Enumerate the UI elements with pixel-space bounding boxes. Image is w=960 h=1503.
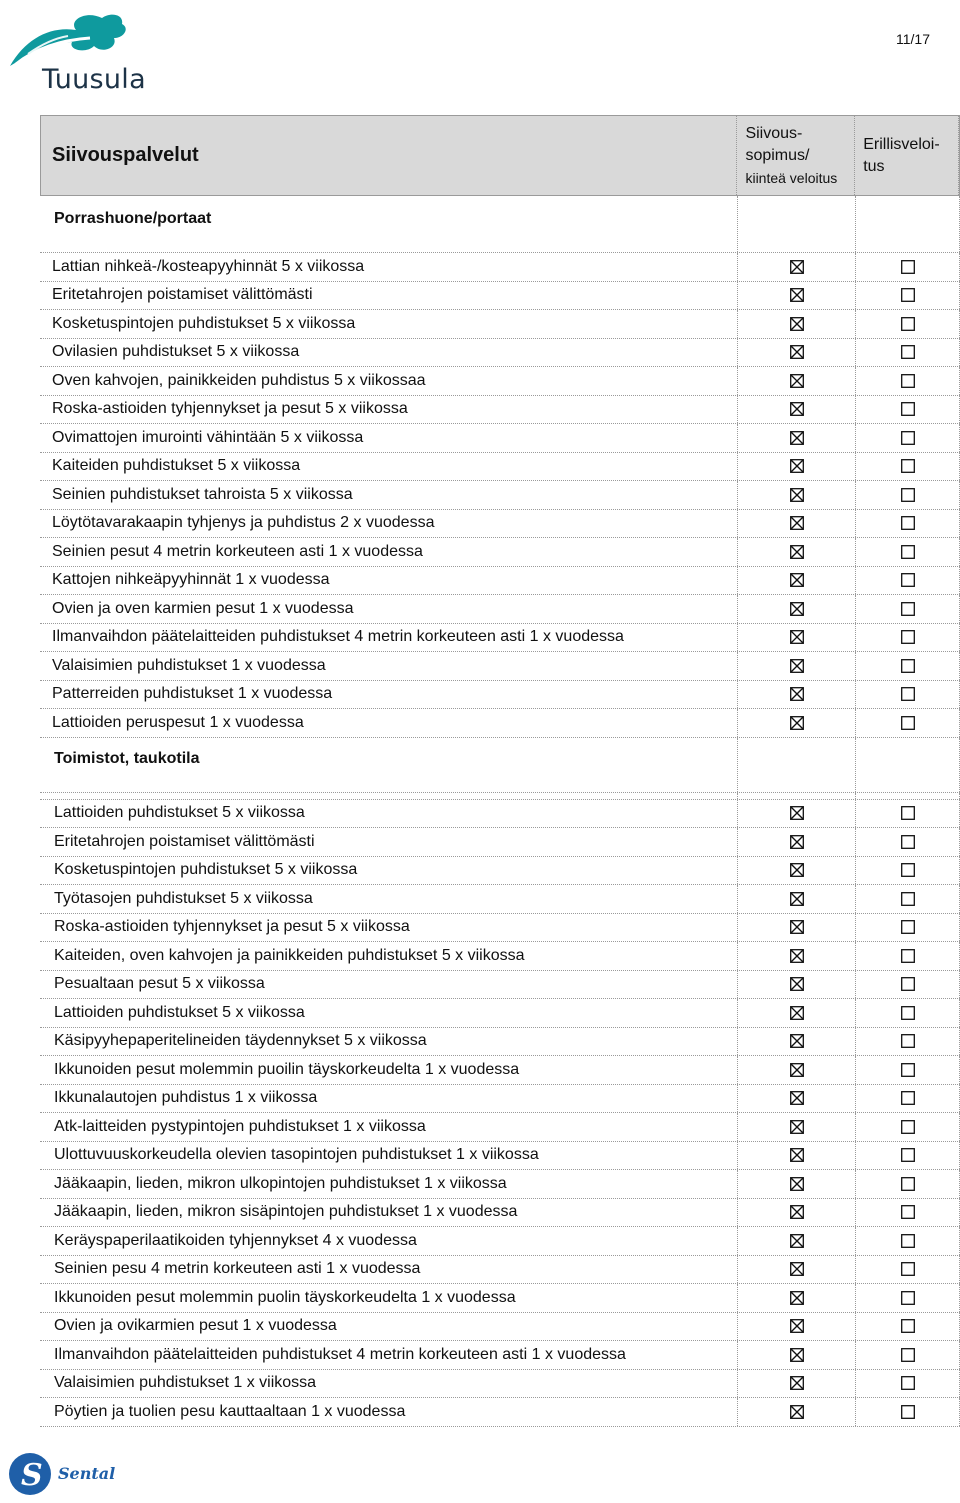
table-row <box>40 1028 960 1057</box>
contract-checkbox[interactable] <box>737 828 855 856</box>
separate-billing-checkbox[interactable] <box>855 339 960 367</box>
table-row <box>40 800 960 829</box>
table-row <box>40 282 960 311</box>
column-header-contract <box>736 116 854 195</box>
table-row <box>40 1056 960 1085</box>
section-cell <box>737 738 855 792</box>
service-description: Kattojen nihkeäpyyhinnät 1 x vuodessa <box>52 571 330 589</box>
separate-billing-checkbox[interactable] <box>855 1370 960 1398</box>
table-row <box>40 424 960 453</box>
table-row <box>40 1370 960 1399</box>
service-description: Ovimattojen imurointi vähintään 5 x viikossa <box>52 428 364 446</box>
separate-billing-checkbox[interactable] <box>855 396 960 424</box>
service-description: Pöytien ja tuolien pesu kauttaaltaan 1 x vuodessa <box>54 1402 406 1420</box>
contract-checkbox[interactable] <box>737 709 855 737</box>
contract-checkbox[interactable] <box>737 914 855 942</box>
table-row <box>40 681 960 710</box>
logo-text: Tuusula <box>42 64 146 95</box>
separate-billing-checkbox[interactable] <box>855 310 960 338</box>
contract-checkbox[interactable] <box>737 652 855 680</box>
service-description: Lattian nihkeä-/kosteapyyhinnät 5 x viikossa <box>52 257 365 275</box>
service-description: Eritetahrojen poistamiset välittömästi <box>52 286 313 304</box>
contract-checkbox[interactable] <box>737 510 855 538</box>
separate-billing-checkbox[interactable] <box>855 1085 960 1113</box>
contract-checkbox[interactable] <box>737 1370 855 1398</box>
tuusula-logo <box>6 8 151 95</box>
contract-checkbox[interactable] <box>737 885 855 913</box>
separate-billing-checkbox[interactable] <box>855 367 960 395</box>
column-header-contract-line3: kiinteä veloitus <box>745 169 838 186</box>
separate-billing-checkbox[interactable] <box>855 1313 960 1341</box>
table-row <box>40 510 960 539</box>
column-header-separate <box>854 116 959 195</box>
service-description: Ovien ja ovikarmien pesut 1 x vuodessa <box>54 1317 337 1335</box>
contract-checkbox[interactable] <box>737 1028 855 1056</box>
table-row <box>40 1313 960 1342</box>
table-row <box>40 857 960 886</box>
separate-billing-checkbox[interactable] <box>855 510 960 538</box>
table-row <box>40 1113 960 1142</box>
table-row <box>40 1284 960 1313</box>
table-row <box>40 1398 960 1427</box>
table-row <box>40 971 960 1000</box>
separate-billing-checkbox[interactable] <box>855 1284 960 1312</box>
separate-billing-checkbox[interactable] <box>855 971 960 999</box>
separate-billing-checkbox[interactable] <box>855 885 960 913</box>
table-row <box>40 1085 960 1114</box>
service-description: Jääkaapin, lieden, mikron sisäpintojen puhdistukset 1 x vuodessa <box>54 1203 518 1221</box>
sental-text: Sental <box>58 1464 116 1483</box>
separate-billing-checkbox[interactable] <box>855 709 960 737</box>
service-description: Ovien ja oven karmien pesut 1 x vuodessa <box>52 599 354 617</box>
service-description: Löytötavarakaapin tyhjenys ja puhdistus 2 x vuodessa <box>52 514 435 532</box>
separate-billing-checkbox[interactable] <box>855 538 960 566</box>
table-row <box>40 1256 960 1285</box>
contract-checkbox[interactable] <box>737 1199 855 1227</box>
table-row <box>40 481 960 510</box>
separate-billing-checkbox[interactable] <box>855 624 960 652</box>
contract-checkbox[interactable] <box>737 424 855 452</box>
contract-checkbox[interactable] <box>737 567 855 595</box>
separate-billing-checkbox[interactable] <box>855 1227 960 1255</box>
contract-checkbox[interactable] <box>737 282 855 310</box>
contract-checkbox[interactable] <box>737 624 855 652</box>
service-description: Atk-laitteiden pystypintojen puhdistukset 1 x viikossa <box>54 1117 426 1135</box>
separate-billing-checkbox[interactable] <box>855 1142 960 1170</box>
svg-text:S: S <box>21 1458 43 1493</box>
contract-checkbox[interactable] <box>737 481 855 509</box>
separate-billing-checkbox[interactable] <box>855 1113 960 1141</box>
table-row <box>40 1199 960 1228</box>
separate-billing-checkbox[interactable] <box>855 567 960 595</box>
column-header-contract-line2: sopimus/ <box>745 146 810 164</box>
separate-billing-checkbox[interactable] <box>855 1056 960 1084</box>
table-row <box>40 453 960 482</box>
contract-checkbox[interactable] <box>737 1227 855 1255</box>
contract-checkbox[interactable] <box>737 253 855 281</box>
table-row <box>40 624 960 653</box>
column-header-separate-line1: Erillisveloi- <box>863 135 940 153</box>
separate-billing-checkbox[interactable] <box>855 424 960 452</box>
service-description: Jääkaapin, lieden, mikron ulkopintojen puhdistukset 1 x viikossa <box>54 1174 507 1192</box>
contract-checkbox[interactable] <box>737 595 855 623</box>
table-row <box>40 914 960 943</box>
contract-checkbox[interactable] <box>737 1398 855 1426</box>
table-row <box>40 885 960 914</box>
contract-checkbox[interactable] <box>737 1056 855 1084</box>
contract-checkbox[interactable] <box>737 396 855 424</box>
service-description: Lattioiden peruspesut 1 x vuodessa <box>52 713 304 731</box>
table-row <box>40 1341 960 1370</box>
contract-checkbox[interactable] <box>737 999 855 1027</box>
separate-billing-checkbox[interactable] <box>855 828 960 856</box>
section-header <box>40 196 960 253</box>
service-description: Ilmanvaihdon päätelaitteiden puhdistukset 4 metrin korkeuteen asti 1 x vuodessa <box>54 1345 626 1363</box>
contract-checkbox[interactable] <box>737 1341 855 1369</box>
contract-checkbox[interactable] <box>737 681 855 709</box>
table-row <box>40 942 960 971</box>
table-row <box>40 1142 960 1171</box>
separate-billing-checkbox[interactable] <box>855 999 960 1027</box>
service-description: Valaisimien puhdistukset 1 x viikossa <box>54 1374 317 1392</box>
contract-checkbox[interactable] <box>737 367 855 395</box>
contract-checkbox[interactable] <box>737 971 855 999</box>
table-row <box>40 538 960 567</box>
table-row <box>40 652 960 681</box>
column-header-separate-line2: tus <box>863 157 885 175</box>
table-header <box>40 115 960 196</box>
service-description: Ilmanvaihdon päätelaitteiden puhdistukset 4 metrin korkeuteen asti 1 x vuodessa <box>52 628 624 646</box>
separate-billing-checkbox[interactable] <box>855 857 960 885</box>
service-description: Oven kahvojen, painikkeiden puhdistus 5 x viikossaa <box>52 371 426 389</box>
sental-logo <box>8 1450 118 1498</box>
service-description: Ikkunoiden pesut molemmin puolin täyskorkeudelta 1 x vuodessa <box>54 1288 516 1306</box>
service-description: Kosketuspintojen puhdistukset 5 x viikossa <box>54 861 358 879</box>
service-description: Seinien pesu 4 metrin korkeuteen asti 1 x vuodessa <box>54 1260 421 1278</box>
contract-checkbox[interactable] <box>737 1313 855 1341</box>
separate-billing-checkbox[interactable] <box>855 681 960 709</box>
service-description: Keräyspaperilaatikoiden tyhjennykset 4 x vuodessa <box>54 1231 417 1249</box>
service-description: Lattioiden puhdistukset 5 x viikossa <box>54 1003 305 1021</box>
service-description: Seinien pesut 4 metrin korkeuteen asti 1 x vuodessa <box>52 542 423 560</box>
service-description: Työtasojen puhdistukset 5 x viikossa <box>54 889 313 907</box>
table-row <box>40 310 960 339</box>
section-header <box>40 738 960 793</box>
contract-checkbox[interactable] <box>737 538 855 566</box>
table-row <box>40 339 960 368</box>
service-description: Kaiteiden, oven kahvojen ja painikkeiden puhdistukset 5 x viikossa <box>54 946 525 964</box>
separate-billing-checkbox[interactable] <box>855 453 960 481</box>
service-description: Ikkunalautojen puhdistus 1 x viikossa <box>54 1089 318 1107</box>
service-description: Patterreiden puhdistukset 1 x vuodessa <box>52 685 333 703</box>
service-description: Ulottuvuuskorkeudella olevien tasopintojen puhdistukset 1 x viikossa <box>54 1146 539 1164</box>
separate-billing-checkbox[interactable] <box>855 282 960 310</box>
service-description: Lattioiden puhdistukset 5 x viikossa <box>54 804 305 822</box>
service-description: Pesualtaan pesut 5 x viikossa <box>54 975 265 993</box>
separate-billing-checkbox[interactable] <box>855 1341 960 1369</box>
contract-checkbox[interactable] <box>737 453 855 481</box>
separate-billing-checkbox[interactable] <box>855 481 960 509</box>
contract-checkbox[interactable] <box>737 1085 855 1113</box>
service-description: Seinien puhdistukset tahroista 5 x viikossa <box>52 485 353 503</box>
separate-billing-checkbox[interactable] <box>855 1398 960 1426</box>
section-title: Porrashuone/portaat <box>54 210 212 227</box>
table-row <box>40 595 960 624</box>
section-cell <box>855 738 960 792</box>
service-description: Kosketuspintojen puhdistukset 5 x viikossa <box>52 314 356 332</box>
table-row <box>40 999 960 1028</box>
contract-checkbox[interactable] <box>737 1256 855 1284</box>
table-title: Siivouspalvelut <box>52 144 199 166</box>
services-table <box>40 115 960 1427</box>
table-row <box>40 1170 960 1199</box>
contract-checkbox[interactable] <box>737 857 855 885</box>
separate-billing-checkbox[interactable] <box>855 942 960 970</box>
section-cell <box>737 196 855 252</box>
service-description: Valaisimien puhdistukset 1 x vuodessa <box>52 656 326 674</box>
table-row <box>40 367 960 396</box>
contract-checkbox[interactable] <box>737 1284 855 1312</box>
page-number: 11/17 <box>896 31 930 47</box>
service-description: Ovilasien puhdistukset 5 x viikossa <box>52 343 300 361</box>
separate-billing-checkbox[interactable] <box>855 1256 960 1284</box>
leaf-logo-icon <box>6 8 151 68</box>
table-row <box>40 1227 960 1256</box>
service-description: Eritetahrojen poistamiset välittömästi <box>54 832 315 850</box>
contract-checkbox[interactable] <box>737 1113 855 1141</box>
table-row <box>40 253 960 282</box>
service-description: Roska-astioiden tyhjennykset ja pesut 5 x viikossa <box>52 400 408 418</box>
table-row <box>40 828 960 857</box>
service-description: Kaiteiden puhdistukset 5 x viikossa <box>52 457 301 475</box>
contract-checkbox[interactable] <box>737 942 855 970</box>
table-row <box>40 709 960 738</box>
spacer-row <box>40 793 960 800</box>
column-header-contract-line1: Siivous- <box>745 124 803 142</box>
separate-billing-checkbox[interactable] <box>855 800 960 828</box>
service-description: Käsipyyhepaperitelineiden täydennykset 5 x viikossa <box>54 1032 427 1050</box>
contract-checkbox[interactable] <box>737 310 855 338</box>
separate-billing-checkbox[interactable] <box>855 253 960 281</box>
contract-checkbox[interactable] <box>737 1142 855 1170</box>
service-description: Ikkunoiden pesut molemmin puoilin täyskorkeudelta 1 x vuodessa <box>54 1060 520 1078</box>
service-description: Roska-astioiden tyhjennykset ja pesut 5 x viikossa <box>54 918 410 936</box>
section-title: Toimistot, taukotila <box>54 749 200 767</box>
separate-billing-checkbox[interactable] <box>855 1170 960 1198</box>
separate-billing-checkbox[interactable] <box>855 914 960 942</box>
separate-billing-checkbox[interactable] <box>855 1028 960 1056</box>
table-row <box>40 567 960 596</box>
contract-checkbox[interactable] <box>737 800 855 828</box>
contract-checkbox[interactable] <box>737 339 855 367</box>
contract-checkbox[interactable] <box>737 1170 855 1198</box>
separate-billing-checkbox[interactable] <box>855 1199 960 1227</box>
section-cell <box>855 196 960 252</box>
separate-billing-checkbox[interactable] <box>855 595 960 623</box>
table-row <box>40 396 960 425</box>
separate-billing-checkbox[interactable] <box>855 652 960 680</box>
